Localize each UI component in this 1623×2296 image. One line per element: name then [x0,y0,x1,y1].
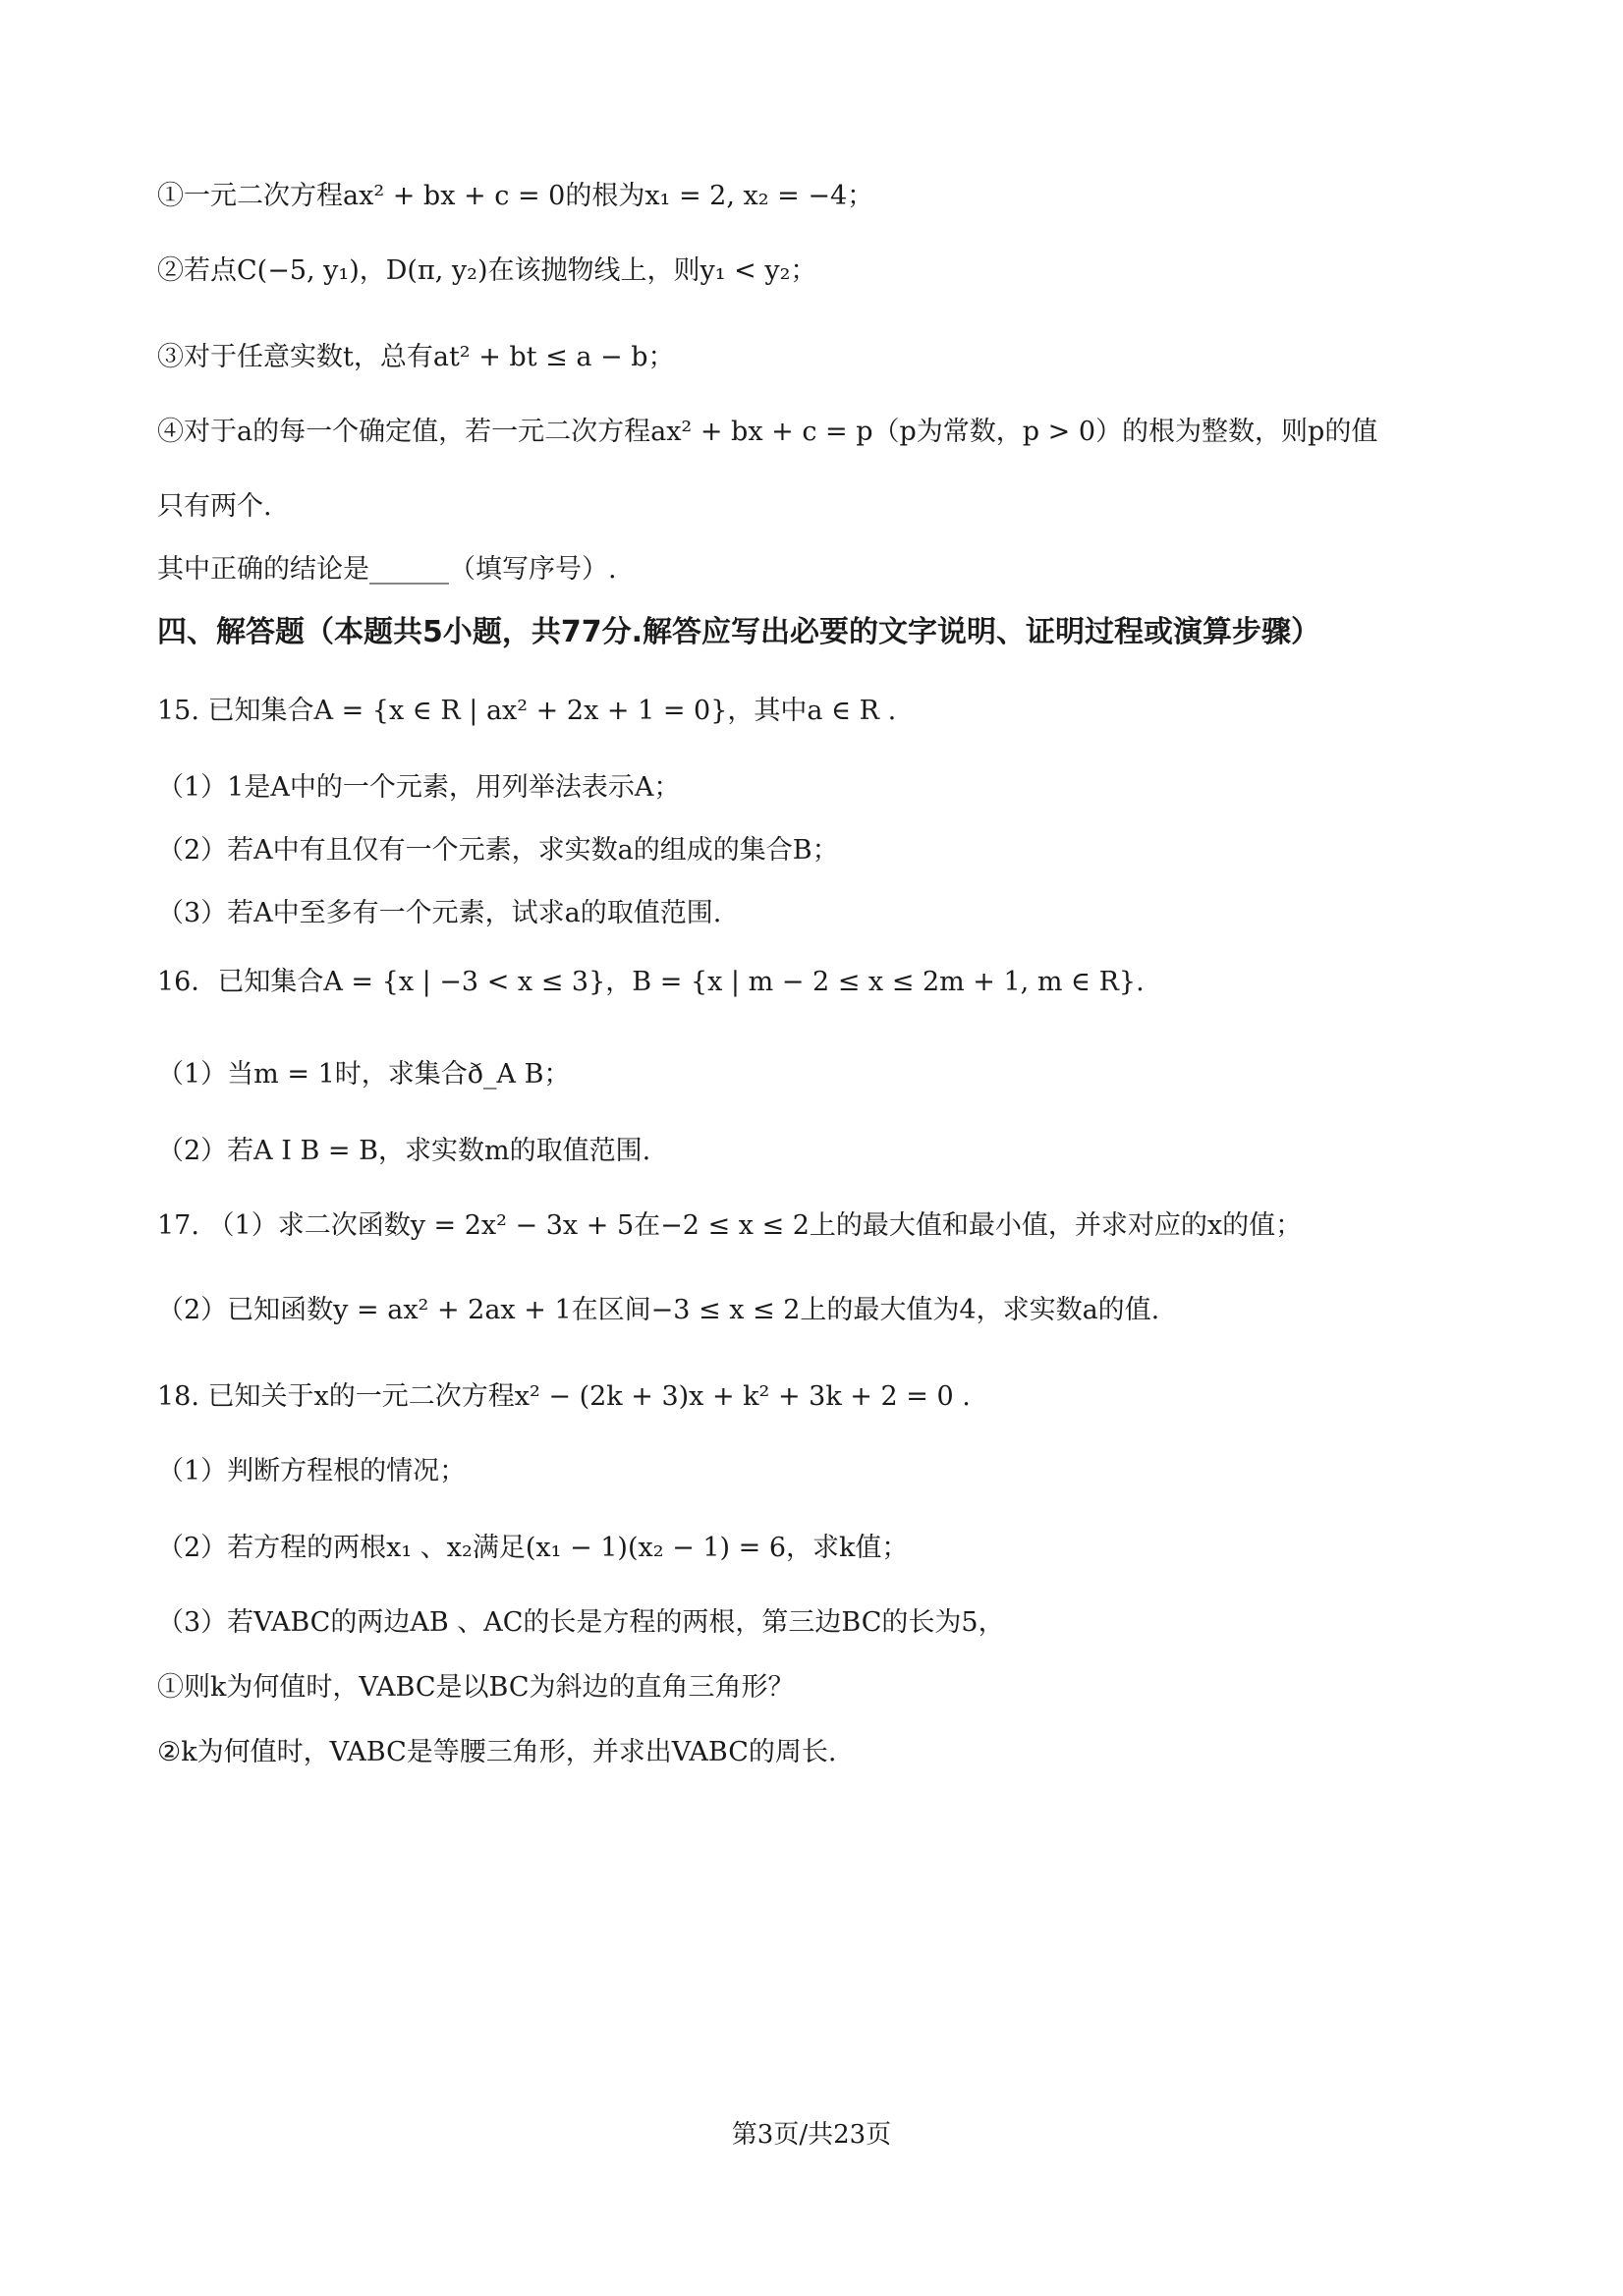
q15-part-3: （3）若A中至多有一个元素，试求a的取值范围. [157,898,722,928]
q17-part-2: （2）已知函数y = ax² + 2ax + 1在区间−3 ≤ x ≤ 2上的最大值为4，求实数a的值. [157,1295,1160,1325]
statement-3: ③对于任意实数t，总有at² + bt ≤ a − b； [157,342,675,372]
q18-subpart-2: ②k为何值时，VABC是等腰三角形，并求出VABC的周长. [157,1737,837,1767]
q15-part-1: （1）1是A中的一个元素，用列举法表示A； [157,772,681,803]
q18-stem: 18. 已知关于x的一元二次方程x² − (2k + 3)x + k² + 3k + 2 = 0 . [157,1381,971,1412]
q18-part-3: （3）若VABC的两边AB 、AC的长是方程的两根，第三边BC的长为5， [157,1607,1005,1638]
page-number: 第3页/共23页 [731,2120,892,2150]
answer-prompt: 其中正确的结论是______（填写序号）. [157,554,617,585]
q16-stem: 16．已知集合A = {x | −3 < x ≤ 3}，B = {x | m − 2 ≤ x ≤ 2m + 1, m ∈ R}. [157,967,1145,997]
q17-part-1: 17. （1）求二次函数y = 2x² − 3x + 5在−2 ≤ x ≤ 2上的最大值和最小值，并求对应的x的值； [157,1210,1303,1241]
q18-part-1: （1）判断方程根的情况； [157,1456,467,1486]
section-heading: 四、解答题（本题共5小题，共77分.解答应写出必要的文字说明、证明过程或演算步骤） [157,615,1321,649]
q15-part-2: （2）若A中有且仅有一个元素，求实数a的组成的集合B； [157,835,839,866]
statement-2: ②若点C(−5, y₁)，D(π, y₂)在该抛物线上，则y₁ < y₂； [157,255,817,286]
q16-part-1: （1）当m = 1时，求集合ð_A B； [157,1059,571,1090]
q15-stem: 15. 已知集合A = {x ∈ R | ax² + 2x + 1 = 0}，其中a ∈ R . [157,696,897,726]
q18-part-2: （2）若方程的两根x₁ 、x₂满足(x₁ − 1)(x₂ − 1) = 6，求k值； [157,1533,909,1563]
statement-4-cont: 只有两个. [157,491,272,522]
q16-part-2: （2）若A I B = B，求实数m的取值范围. [157,1136,651,1166]
statement-1: ①一元二次方程ax² + bx + c = 0的根为x₁ = 2, x₂ = −4； [157,181,874,211]
statement-4: ④对于a的每一个确定值，若一元二次方程ax² + bx + c = p（p为常数，p > 0）的根为整数，则p的值 [157,417,1378,447]
q18-subpart-1: ①则k为何值时，VABC是以BC为斜边的直角三角形？ [157,1672,795,1703]
